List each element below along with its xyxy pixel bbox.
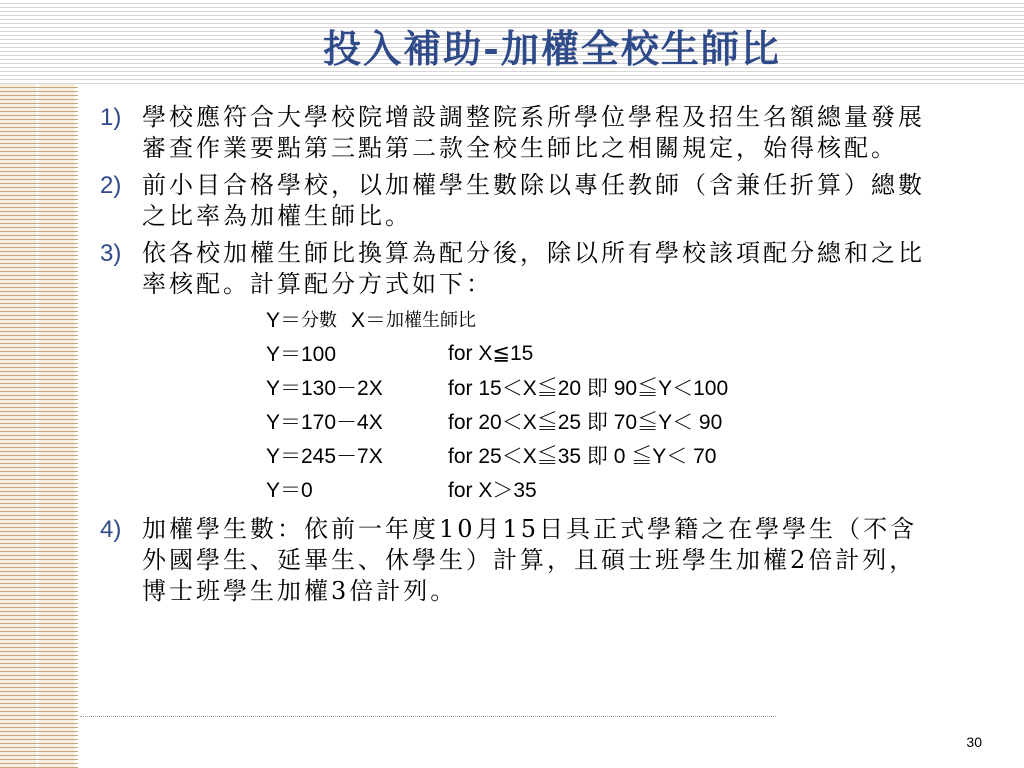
page-number: 30 — [966, 734, 982, 750]
x-prefix: X＝ — [351, 309, 387, 332]
slide-content — [100, 102, 960, 613]
footer-divider — [80, 716, 776, 717]
formula-condition: for 25＜X≦35 即 0 ≦Y＜ 70 — [448, 445, 717, 468]
list-text: 前小目合格學校，以加權學生數除以專任教師（含兼任折算）總數之比率為加權生師比。 — [142, 171, 925, 230]
formula-row — [266, 370, 960, 404]
x-definition: 加權生師比 — [386, 310, 477, 331]
formula-row — [266, 336, 960, 370]
formula-expression: Y＝245－7X — [266, 445, 383, 468]
formula-condition: for X≦15 — [448, 341, 534, 365]
list-text: 依各校加權生師比換算為配分後，除以所有學校該項配分總和之比率核配。計算配分方式如下： — [142, 239, 925, 298]
formula-expression: Y＝100 — [266, 343, 337, 366]
formula-condition: for 20＜X≦25 即 70≦Y＜ 90 — [448, 411, 723, 434]
list-item-2 — [100, 170, 960, 232]
formula-block — [266, 302, 960, 506]
y-definition: 分數 — [301, 310, 338, 331]
formula-expression: Y＝0 — [266, 479, 313, 502]
list-item-3 — [100, 238, 960, 300]
formula-definition-row — [266, 302, 960, 336]
formula-row — [266, 472, 960, 506]
list-text: 學校應符合大學校院增設調整院系所學位學程及招生名額總量發展審查作業要點第三點第二款全校生師比之相關規定，始得核配。 — [142, 103, 925, 162]
list-number: 1) — [100, 104, 122, 131]
list-number: 3) — [100, 240, 122, 267]
formula-expression: Y＝130－2X — [266, 377, 383, 400]
formula-condition: for 15＜X≦20 即 90≦Y＜100 — [448, 377, 729, 400]
list-number: 2) — [100, 172, 122, 199]
list-number: 4) — [100, 516, 122, 543]
list-text: 加權學生數：依前一年度10月15日具正式學籍之在學學生（不含外國學生、延畢生、休學生）計算，且碩士班學生加權2倍計列，博士班學生加權3倍計列。 — [142, 515, 918, 605]
left-brick-decoration — [0, 84, 78, 768]
formula-row — [266, 404, 960, 438]
slide-title: 投入補助-加權全校生師比 — [323, 26, 781, 71]
formula-expression: Y＝170－4X — [266, 411, 383, 434]
y-prefix: Y＝ — [266, 309, 302, 332]
list-item-4 — [100, 514, 960, 607]
formula-row — [266, 438, 960, 472]
list-item-1 — [100, 102, 960, 164]
formula-condition: for X＞35 — [448, 479, 537, 502]
